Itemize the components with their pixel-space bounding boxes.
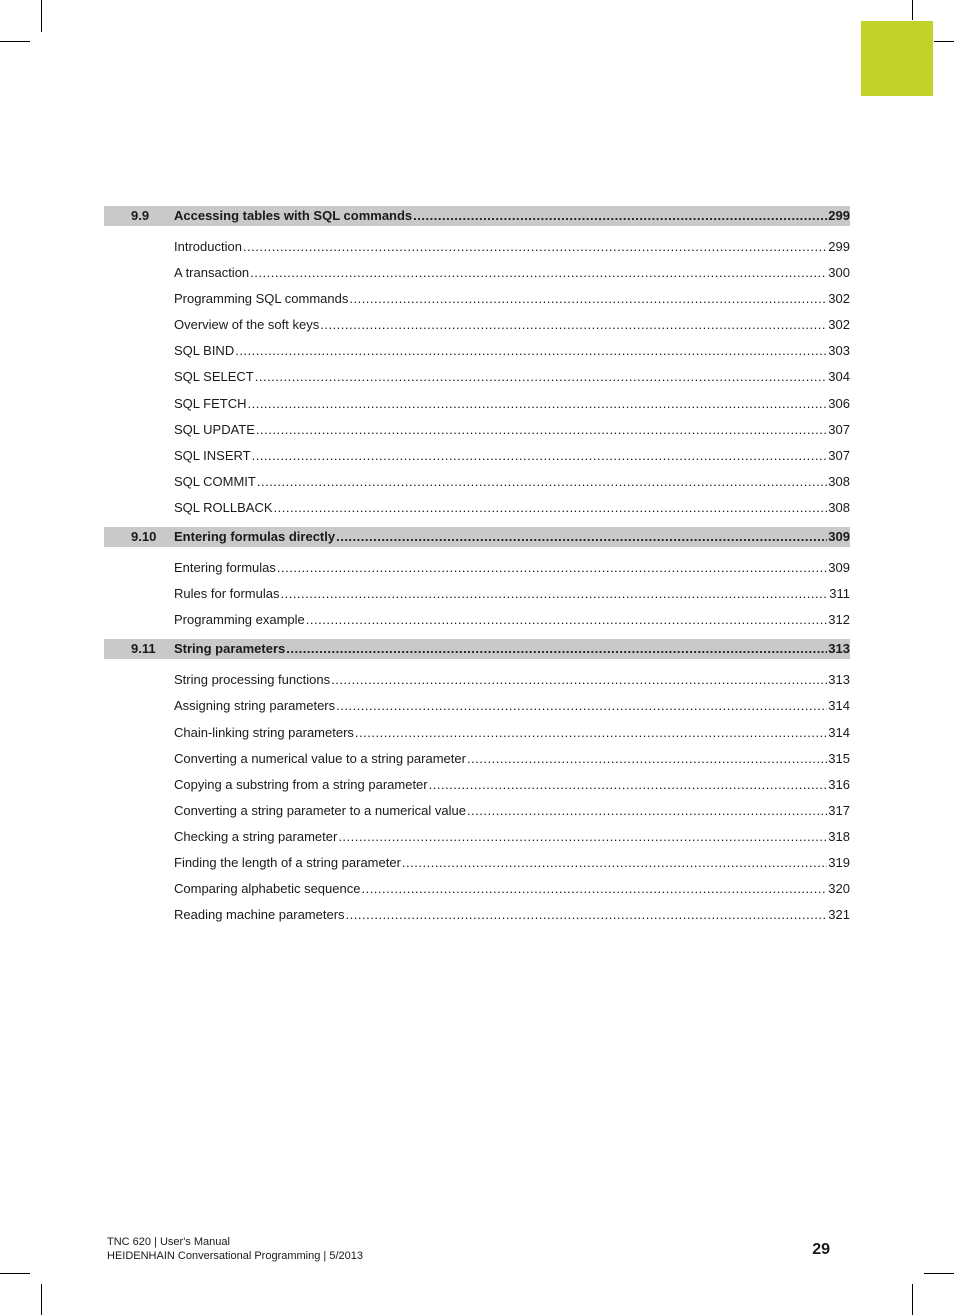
section-heading[interactable] — [104, 527, 850, 547]
entry-page: 312 — [828, 612, 850, 628]
dot-leader — [247, 391, 827, 417]
entry-page: 308 — [828, 499, 850, 515]
dot-leader — [235, 338, 827, 364]
toc-entry[interactable] — [104, 772, 850, 798]
entry-page: 309 — [828, 560, 850, 576]
dot-leader — [277, 555, 827, 581]
entry-title: SQL UPDATE — [174, 421, 255, 437]
section-number: 9.11 — [131, 641, 156, 657]
entry-page: 307 — [828, 421, 850, 437]
entry-page: 317 — [828, 802, 850, 818]
toc-entry[interactable] — [104, 495, 850, 521]
entry-title: SQL COMMIT — [174, 473, 256, 489]
entry-title: Rules for formulas — [174, 586, 280, 602]
toc-entry[interactable] — [104, 260, 850, 286]
entry-page: 302 — [828, 291, 850, 307]
toc-entry[interactable] — [104, 581, 850, 607]
dot-leader — [250, 260, 827, 286]
entry-title: Chain-linking string parameters — [174, 724, 354, 740]
toc-entry[interactable] — [104, 693, 850, 719]
dot-leader — [355, 720, 827, 746]
crop-mark — [934, 41, 954, 42]
entry-title: Converting a string parameter to a numerical value — [174, 802, 466, 818]
toc-entry[interactable] — [104, 876, 850, 902]
toc-entry[interactable] — [104, 720, 850, 746]
toc-entry[interactable] — [104, 286, 850, 312]
dot-leader — [257, 469, 827, 495]
entry-page: 314 — [828, 724, 850, 740]
crop-mark — [912, 0, 913, 20]
section-heading[interactable] — [104, 206, 850, 226]
dot-leader — [346, 902, 828, 928]
dot-leader — [243, 234, 827, 260]
entry-title: String processing functions — [174, 672, 331, 688]
entry-page: 319 — [828, 854, 850, 870]
section-page: 313 — [828, 641, 850, 657]
entry-page: 300 — [828, 265, 850, 281]
toc-entry[interactable] — [104, 391, 850, 417]
entry-title: SQL ROLLBACK — [174, 499, 273, 515]
entry-title: Programming example — [174, 612, 305, 628]
dot-leader — [467, 746, 827, 772]
entry-title: Overview of the soft keys — [174, 317, 320, 333]
toc-entry[interactable] — [104, 667, 850, 693]
entry-page: 303 — [828, 343, 850, 359]
dot-leader — [467, 798, 827, 824]
crop-mark — [924, 1273, 954, 1274]
crop-mark — [41, 0, 42, 32]
dot-leader — [255, 364, 828, 390]
entry-title: SQL BIND — [174, 343, 235, 359]
entry-list — [104, 547, 850, 639]
toc-entry[interactable] — [104, 338, 850, 364]
entry-page: 314 — [828, 698, 850, 714]
section-number: 9.10 — [131, 529, 157, 545]
entry-title: A transaction — [174, 265, 250, 281]
section-title: Accessing tables with SQL commands — [174, 208, 413, 223]
dot-leader — [336, 527, 827, 547]
dot-leader — [429, 772, 828, 798]
toc-entry[interactable] — [104, 555, 850, 581]
dot-leader — [331, 667, 827, 693]
entry-page: 307 — [828, 447, 850, 463]
entry-title: Programming SQL commands — [174, 291, 349, 307]
entry-title: Entering formulas — [174, 560, 276, 576]
entry-title: SQL SELECT — [174, 369, 254, 385]
section-page: 299 — [828, 208, 850, 223]
dot-leader — [361, 876, 827, 902]
crop-mark — [912, 1284, 913, 1315]
table-of-contents — [104, 206, 850, 934]
entry-title: Reading machine parameters — [174, 907, 345, 923]
section-title: String parameters — [174, 641, 286, 657]
toc-entry[interactable] — [104, 798, 850, 824]
toc-entry[interactable] — [104, 234, 850, 260]
section-heading[interactable] — [104, 639, 850, 659]
entry-page: 299 — [828, 239, 850, 254]
toc-entry[interactable] — [104, 364, 850, 390]
dot-leader — [274, 495, 828, 521]
entry-page: 311 — [829, 586, 850, 602]
dot-leader — [286, 639, 827, 659]
dot-leader — [252, 443, 828, 469]
entry-title: Checking a string parameter — [174, 828, 338, 844]
section-number: 9.9 — [131, 208, 150, 223]
dot-leader — [349, 286, 827, 312]
entry-title: Finding the length of a string parameter — [174, 854, 401, 870]
toc-section — [104, 206, 850, 527]
footer — [107, 1235, 363, 1263]
toc-entry[interactable] — [104, 824, 850, 850]
entry-title: Comparing alphabetic sequence — [174, 881, 361, 897]
entry-title: Assigning string parameters — [174, 698, 336, 714]
footer-line-2: HEIDENHAIN Conversational Programming | 5/2013 — [107, 1250, 363, 1262]
entry-page: 313 — [828, 672, 850, 688]
toc-entry[interactable] — [104, 902, 850, 928]
dot-leader — [256, 417, 827, 443]
entry-page: 302 — [828, 317, 850, 333]
entry-title: SQL FETCH — [174, 395, 247, 411]
footer-line-1: TNC 620 | User's Manual — [107, 1236, 230, 1248]
crop-mark — [0, 1273, 30, 1274]
entry-list — [104, 226, 850, 527]
entry-page: 318 — [828, 828, 850, 844]
toc-entry[interactable] — [104, 312, 850, 338]
dot-leader — [336, 693, 827, 719]
entry-page: 308 — [828, 473, 850, 489]
entry-title: SQL INSERT — [174, 447, 251, 463]
entry-page: 320 — [828, 881, 850, 897]
toc-entry[interactable] — [104, 607, 850, 633]
dot-leader — [338, 824, 827, 850]
section-title: Entering formulas directly — [174, 529, 336, 545]
entry-page: 304 — [828, 369, 850, 385]
entry-title: Converting a numerical value to a string parameter — [174, 750, 466, 766]
entry-list — [104, 659, 850, 934]
entry-page: 315 — [828, 750, 850, 766]
toc-section — [104, 527, 850, 639]
entry-title: Copying a substring from a string parameter — [174, 776, 428, 792]
crop-mark — [41, 1284, 42, 1315]
section-page: 309 — [828, 529, 850, 545]
dot-leader — [413, 206, 827, 226]
toc-entry[interactable] — [104, 469, 850, 495]
toc-entry[interactable] — [104, 746, 850, 772]
entry-title: Introduction — [174, 239, 242, 254]
toc-section — [104, 639, 850, 934]
toc-entry[interactable] — [104, 850, 850, 876]
dot-leader — [402, 850, 827, 876]
entry-page: 321 — [828, 907, 850, 923]
crop-mark — [0, 41, 30, 42]
entry-page: 306 — [828, 395, 850, 411]
dot-leader — [306, 607, 828, 633]
dot-leader — [320, 312, 827, 338]
entry-page: 316 — [828, 776, 850, 792]
page-number: 29 — [812, 1241, 830, 1258]
chapter-tab — [861, 21, 933, 96]
toc-entry[interactable] — [104, 443, 850, 469]
dot-leader — [280, 581, 828, 607]
toc-entry[interactable] — [104, 417, 850, 443]
